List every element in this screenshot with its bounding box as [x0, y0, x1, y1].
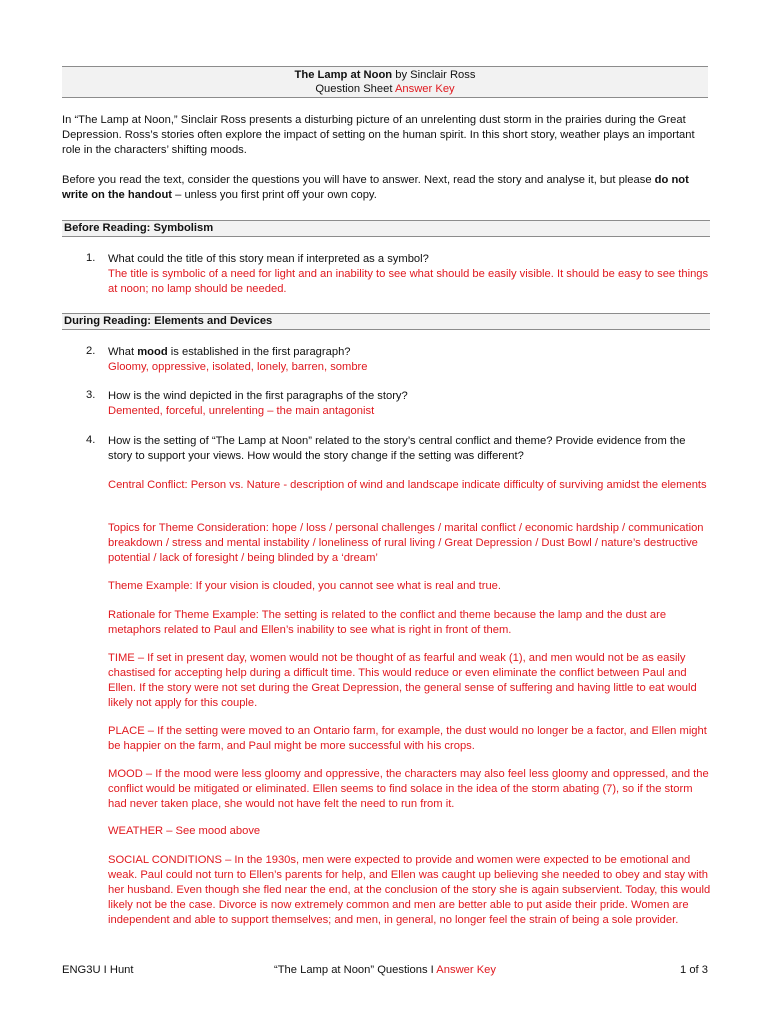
answer-time [108, 651, 712, 711]
section-before-reading: Before Reading: Symbolism [62, 220, 710, 237]
answer-place [108, 724, 712, 754]
intro-bold-text: do not write on the handout [62, 174, 689, 201]
answer-text: Demented, forceful, unrelenting – the main antagonist [108, 405, 375, 417]
question-text-b: is established in the first paragraph? [167, 346, 351, 358]
question-number: 1. [86, 252, 96, 264]
title-text: The Lamp at Noon [294, 69, 393, 81]
answer-text: Theme Example: If your vision is clouded, you cannot see what is real and true. [108, 580, 502, 592]
page-footer [62, 962, 708, 978]
title-box [62, 66, 708, 98]
answer-rationale [108, 608, 712, 638]
question-number: 2. [86, 345, 96, 357]
question-4 [86, 434, 712, 464]
footer-answer-key: Answer Key [436, 964, 496, 976]
intro-text-2 [62, 173, 712, 203]
subtitle-text: Question Sheet [315, 83, 395, 95]
answer-text: The title is symbolic of a need for light and an inability to see what should be easily visible. It should be easy to see things at noon; no lamp should be needed. [108, 268, 709, 295]
answer-text: Topics for Theme Consideration: hope / loss / personal challenges / marital conflict / economic hardship / communication breakdown / stress and mental instability / loneliness of rural living / Great Depression / Dust Bowl / nature’s destructive potential / lack of foresight / being blinded by a ‘dream’ [108, 522, 704, 564]
answer-text: MOOD – If the mood were less gloomy and oppressive, the characters may also feel less gloomy and oppressed, and the conflict would be mitigated or eliminated. Ellen seems to find solace in the idea of the storm abating (7), so if the storm had never taken place, she would not have felt the need to run from it. [108, 768, 709, 810]
intro-text-1: In “The Lamp at Noon,” Sinclair Ross presents a disturbing picture of an unrelenting dust storm in the prairies during the Great Depression. Ross’s stories often explore the impact of setting on the human spirit. In this short story, weather plays an important role in the characters’ shifting moods. [62, 114, 695, 156]
answer-central-conflict [108, 478, 712, 493]
answer-social-conditions [108, 853, 712, 928]
answer-text: SOCIAL CONDITIONS – In the 1930s, men were expected to provide and women were expected to be emotional and weak. Paul could not turn to Ellen’s parents for help, and Ellen was caught up believing she needed to obey and stay with her husband. Even though she fled near the end, at the conclusion of the story she is again subservient. Today, this would likely not be the case. Divorce is now extremely common and men are better able to put aside their pride. Women are independent and able to support themselves; and men, in general, no longer feel the strain of being a sole provider. [108, 854, 711, 926]
footer-title [62, 962, 708, 978]
question-number: 3. [86, 389, 96, 401]
question-text [108, 345, 712, 360]
question-text: How is the wind depicted in the first paragraphs of the story? [108, 390, 408, 402]
question-number: 4. [86, 434, 96, 446]
intro-text-2a: Before you read the text, consider the questions you will have to answer. Next, read the story and analyse it, but please [62, 174, 655, 186]
intro-paragraph-2 [62, 173, 712, 203]
footer-page-number: 1 of 3 [680, 964, 708, 976]
question-1 [86, 252, 712, 297]
answer-text: PLACE – If the setting were moved to an Ontario farm, for example, the dust would no longer be a factor, and Ellen might be happier on the farm, and Paul might be more successful with his crops. [108, 725, 707, 752]
answer-mood [108, 767, 712, 812]
document-subtitle [62, 82, 708, 96]
answer-theme-example [108, 579, 712, 594]
answer-text: TIME – If set in present day, women would not be thought of as fearful and weak (1), and men would not be as easily chastised for accepting help during a difficult time. This would reduce or even eliminate the conflict between Paul and Ellen. If the story were not set during the Great Depression, the general sense of suffering and having little to eat would likely not apply for this couple. [108, 652, 697, 709]
intro-paragraph-1 [62, 113, 712, 158]
answer-text: WEATHER – See mood above [108, 825, 261, 837]
section-during-reading: During Reading: Elements and Devices [62, 313, 710, 330]
document-title [62, 68, 708, 82]
question-text: How is the setting of “The Lamp at Noon” related to the story’s central conflict and theme? Provide evidence from the story to support your views. How would the story change if the setting was different? [108, 435, 686, 462]
answer-text: Central Conflict: Person vs. Nature - description of wind and landscape indicate difficulty of surviving amidst the elements [108, 479, 707, 491]
question-3 [86, 389, 712, 419]
answer-weather [108, 824, 712, 839]
question-text-a: What [108, 346, 138, 358]
answer-key-label: Answer Key [394, 83, 455, 95]
author-text: by Sinclair Ross [392, 69, 476, 81]
footer-course: ENG3U I Hunt [62, 964, 134, 976]
question-text: What could the title of this story mean if interpreted as a symbol? [108, 253, 429, 265]
answer-text: Gloomy, oppressive, isolated, lonely, barren, sombre [108, 361, 368, 373]
question-2 [86, 345, 712, 375]
intro-text-2b: – unless you first print off your own copy. [172, 189, 377, 201]
answer-text: Rationale for Theme Example: The setting is related to the conflict and theme because the lamp and the dust are metaphors related to Paul and Ellen’s inability to see what is right in front of them. [108, 609, 667, 636]
question-bold: mood [137, 346, 168, 358]
footer-title-text: “The Lamp at Noon” Questions I [273, 964, 437, 976]
answer-topics [108, 521, 712, 566]
